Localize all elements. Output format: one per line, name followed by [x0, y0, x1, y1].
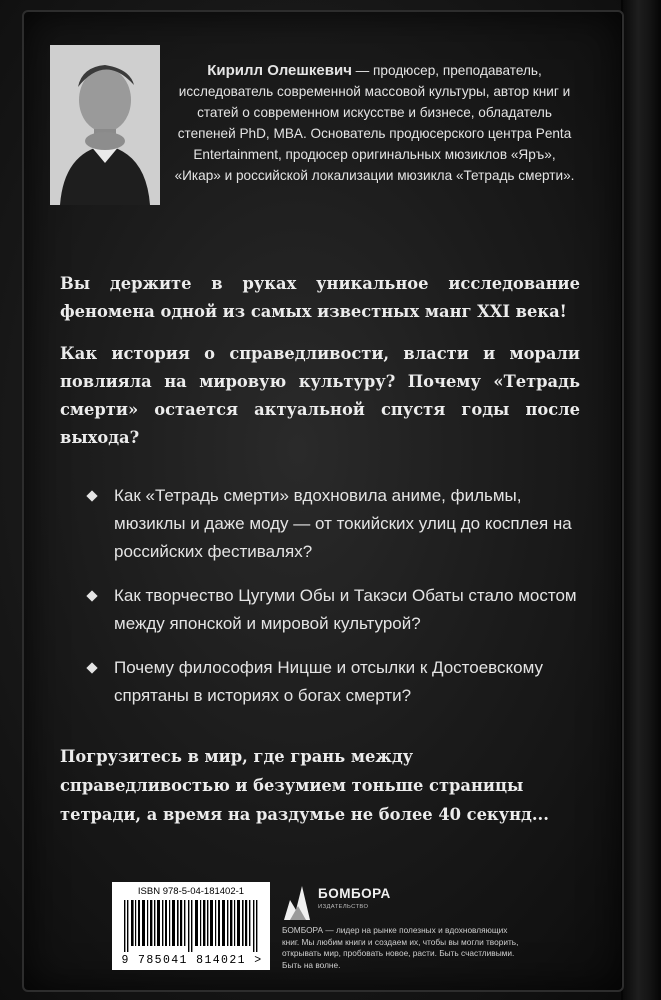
- diamond-bullet-icon: [86, 590, 97, 601]
- closing-paragraph: Погрузитесь в мир, где грань между справедливостью и безумием тоньше страницы тетради, а время на раздумье не более 40 секунд...: [60, 747, 549, 824]
- publisher-tagline: БОМБОРА — лидер на рынке полезных и вдохновляющих книг. Мы любим книги и создаем их, чтобы вы могли творить, открывать мир, пробовать новое, расти. Быть счастливыми. Быть на волне.: [282, 925, 519, 970]
- isbn-label: ISBN 978-5-04-181402-1: [137, 886, 245, 897]
- bullet-text: Почему философия Ницше и отсылки к Достоевскому спрятаны в историях о богах смерти?: [114, 658, 543, 705]
- bullet-text: Как творчество Цугуми Обы и Такэси Обаты стало мостом между японской и мировой культурой?: [114, 586, 577, 633]
- intro-paragraph-1: Вы держите в руках уникальное исследование феномена одной из самых известных манг XXI века!: [60, 274, 580, 321]
- barcode-panel: [112, 882, 270, 970]
- publisher-name: БОМБОРА: [318, 886, 391, 901]
- bullet-list: [88, 482, 578, 726]
- ean-digits: 9 785041 814021 >: [121, 954, 263, 967]
- diamond-bullet-icon: [86, 490, 97, 501]
- intro-paragraph-2: Как история о справедливости, власти и морали повлияла на мировую культуру? Почему «Тетрадь смерти» остается актуальной спустя годы после выхода?: [60, 344, 580, 447]
- author-photo: [50, 45, 160, 205]
- publisher-sub: ИЗДАТЕЛЬСТВО: [318, 904, 369, 910]
- book-spine-edge: [621, 0, 661, 1000]
- bullet-text: Как «Тетрадь смерти» вдохновила аниме, фильмы, мюзиклы и даже моду — от токийских улиц до косплея на российских фестивалях?: [114, 486, 572, 561]
- bullet-item: [88, 482, 578, 566]
- author-bio: [172, 60, 577, 186]
- bullet-item: [88, 654, 578, 710]
- diamond-bullet-icon: [86, 662, 97, 673]
- bullet-item: [88, 582, 578, 638]
- barcode-icon: [122, 900, 262, 952]
- author-bio-text: — продюсер, преподаватель, исследователь современной массовой культуры, автор книг и статей о современном искусстве и бизнесе, обладатель степеней PhD, MBA. Основатель продюсерского центра Penta Entertainment, продюсер оригинальных мюзиклов «Яръ», «Икар» и российской локализации мюзикла «Тетрадь смерти».: [174, 63, 575, 183]
- author-name: Кирилл Олешкевич: [207, 62, 352, 79]
- author-portrait-image: [50, 45, 160, 205]
